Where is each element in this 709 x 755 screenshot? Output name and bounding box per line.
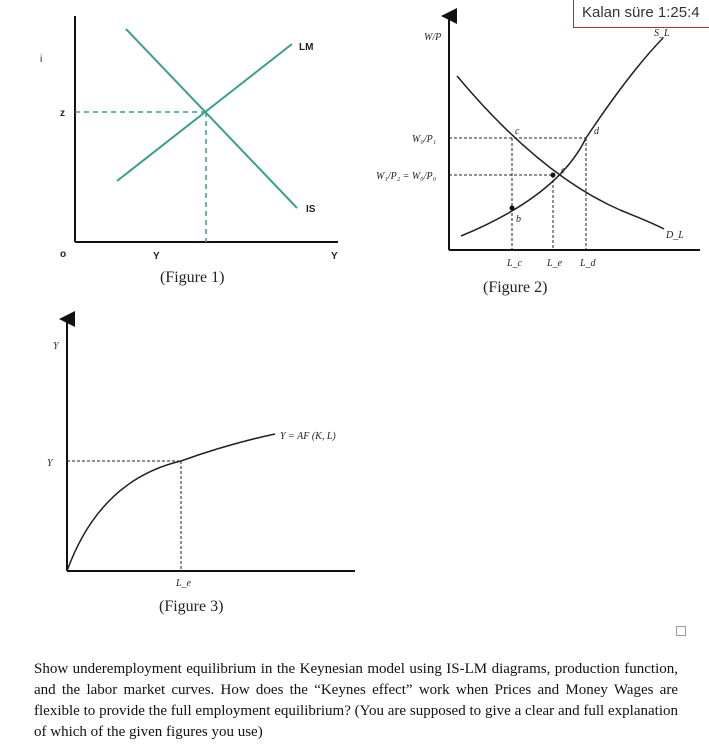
fig2-y-axis-label: W/P: [424, 32, 442, 43]
figure-1-caption: (Figure 1): [160, 269, 225, 286]
lm-label: LM: [299, 42, 314, 53]
fig2-ld-label: L_d: [580, 258, 596, 269]
fig2-point-d-label: d: [594, 126, 599, 137]
labor-demand-label: D_L: [666, 230, 684, 241]
fig1-x-axis-label: Y: [331, 251, 338, 262]
is-label: IS: [306, 204, 316, 215]
fig2-point-b-label: b: [516, 214, 521, 225]
production-function-label: Y = AF (K, L): [280, 431, 336, 442]
labor-demand-curve: [457, 76, 664, 229]
flag-question-checkbox[interactable]: [676, 626, 686, 636]
fig3-output-value-label: Y: [47, 458, 53, 469]
fig1-y-axis-label: i: [40, 54, 43, 65]
fig1-origin-label: o: [60, 249, 67, 260]
fig3-y-axis-label: Y: [53, 341, 59, 352]
figure-1-is-lm: [40, 16, 338, 286]
figure-3-production-function: [47, 319, 355, 615]
fig2-point-c-label: c: [515, 126, 520, 137]
fig2-high-wage-label: W₀/P₁: [412, 134, 437, 145]
production-function-curve: [67, 434, 275, 571]
question-text: Show underemployment equilibrium in the Keynesian model using IS-LM diagrams, production function, and the labor market curves. How does the “Keynes effect” work when Prices and Money Wages are flexible to provide the full employment equilibrium? (You are supposed to give a clear and full explanation of which of the given figures you use): [34, 661, 678, 740]
figure-3-caption: (Figure 3): [159, 598, 224, 615]
is-curve: [126, 29, 297, 208]
remaining-time-indicator: Kalan süre 1:25:4: [573, 0, 709, 28]
fig1-output-value-label: Y: [153, 251, 160, 262]
fig2-point-b: [510, 206, 515, 211]
fig2-point-e: [551, 173, 556, 178]
fig3-labor-value-label: L_e: [176, 578, 191, 589]
fig2-point-e-label: e: [561, 165, 566, 176]
labor-supply-curve: [461, 38, 663, 236]
figure-2-caption: (Figure 2): [483, 279, 548, 296]
labor-supply-label: S_L: [654, 28, 670, 39]
figure-2-labor-market: [376, 16, 700, 296]
fig1-interest-value-label: z: [60, 108, 65, 119]
fig2-lc-label: L_c: [507, 258, 522, 269]
fig2-eq-wage-label: W₁/P₂ = W₀/P₀: [376, 171, 437, 182]
fig2-le-label: L_e: [547, 258, 562, 269]
